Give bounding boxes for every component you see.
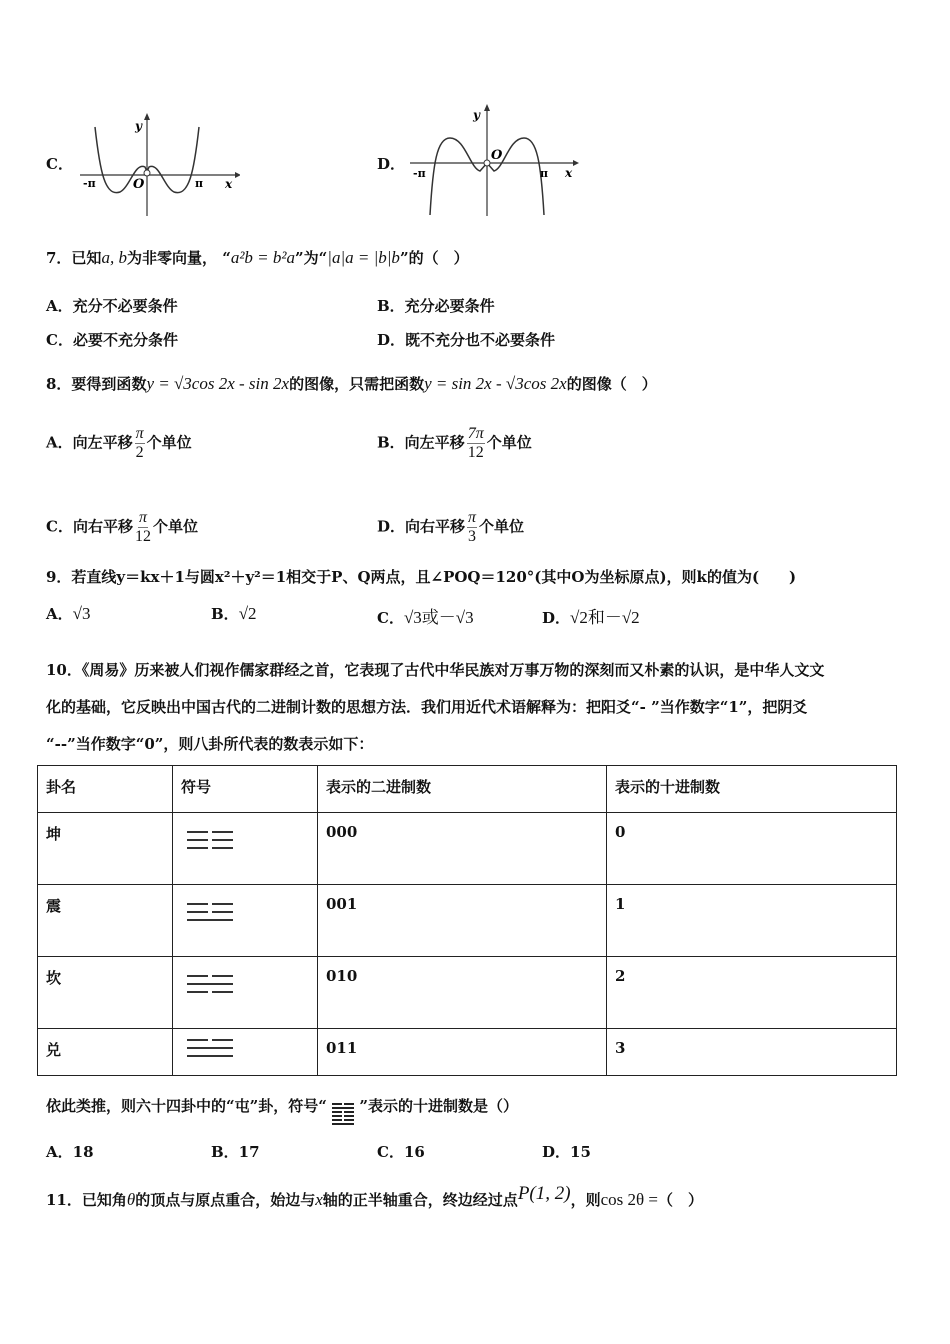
question-11: 11．已知角θ的顶点与原点重合，始边与x轴的正半轴重合，终边经过点P(1, 2)，则cos 2θ =（ ）	[46, 1183, 704, 1209]
q7-option-d[interactable]: D．既不充分也不必要条件	[377, 331, 556, 349]
q9-option-a[interactable]: A．√3	[46, 604, 91, 623]
trigram-kun-icon	[187, 831, 309, 849]
trigram-dui-icon	[187, 1039, 309, 1057]
q10-option-a[interactable]: A．18	[46, 1143, 94, 1161]
table-row: 坤 000 0	[38, 813, 897, 885]
svg-text:O: O	[133, 177, 145, 192]
svg-text:-π: -π	[83, 177, 96, 190]
q8-option-d[interactable]: D．向右平移 $\frac{\pi}{3}$ 个单位	[377, 509, 525, 545]
trigram-zhen-icon	[187, 903, 309, 921]
q9-option-b[interactable]: B．√2	[211, 604, 257, 623]
table-row: 坎 010 2	[38, 957, 897, 1029]
q10-question: 依此类推，则六十四卦中的“屯”卦，符号“ ”表示的十进制数是（）	[46, 1095, 518, 1125]
trigram-kan-icon	[187, 975, 309, 993]
y-label: y	[135, 119, 142, 133]
q7-option-b[interactable]: B．充分必要条件	[377, 297, 495, 315]
q10-paragraph-2: 化的基础，它反映出中国古代的二进制计数的思想方法．我们用近代术语解释为：把阳爻“- ”当作数字“1”，把阴爻	[46, 698, 808, 716]
q9-option-c[interactable]: C．√3或－√3	[377, 608, 474, 627]
q6-option-c: C．	[46, 155, 73, 173]
question-9: 9．若直线y＝kx＋1与圆x²＋y²＝1相交于P、Q两点，且∠POQ＝120°(其中O为坐标原点)，则k的值为( )	[46, 568, 797, 586]
svg-text:π: π	[195, 177, 204, 190]
svg-text:O: O	[491, 148, 503, 163]
q10-option-c[interactable]: C．16	[377, 1143, 425, 1161]
question-7: 7．已知a, b为非零向量， “a²b = b²a”为“|a|a = |b|b”的（ ）	[46, 248, 469, 267]
graph-c	[75, 112, 240, 217]
q7-option-a[interactable]: A．充分不必要条件	[46, 297, 178, 315]
trigram-table	[37, 765, 897, 1076]
table-row: 震 001 1	[38, 885, 897, 957]
q10-paragraph-3: “--”当作数字“0”，则八卦所代表的数表示如下：	[46, 735, 374, 753]
svg-text:x: x	[225, 177, 233, 191]
svg-text:-π: -π	[413, 167, 426, 180]
q10-paragraph-1: 10．《周易》历来被人们视作儒家群经之首，它表现了古代中华民族对万事万物的深刻而又朴素的认识，是中华人文文	[46, 661, 825, 679]
q7-option-c[interactable]: C．必要不充分条件	[46, 331, 178, 349]
svg-text:y: y	[473, 108, 480, 122]
hexagram-zhun-icon	[332, 1103, 354, 1125]
svg-text:x: x	[565, 166, 573, 180]
q8-option-a[interactable]: A．向左平移 $\frac{\pi}{2}$ 个单位	[46, 425, 192, 461]
table-header: 卦名 符号 表示的二进制数 表示的十进制数	[38, 766, 897, 813]
q8-option-b[interactable]: B．向左平移 $\frac{7\pi}{12}$ 个单位	[377, 425, 532, 461]
q10-option-d[interactable]: D．15	[542, 1143, 591, 1161]
q8-option-c[interactable]: C．向右平移 $\frac{\pi}{12}$ 个单位	[46, 509, 198, 545]
question-8: 8．要得到函数y = √3cos 2x - sin 2x的图像，只需把函数y = sin 2x - √3cos 2x的图像（ ）	[46, 374, 657, 393]
table-row: 兑 011 3	[38, 1029, 897, 1076]
graph-d	[405, 103, 580, 218]
q6-option-d: D．	[377, 155, 406, 173]
q10-option-b[interactable]: B．17	[211, 1143, 260, 1161]
svg-text:π: π	[540, 167, 549, 180]
q9-option-d[interactable]: D．√2和－√2	[542, 608, 640, 627]
